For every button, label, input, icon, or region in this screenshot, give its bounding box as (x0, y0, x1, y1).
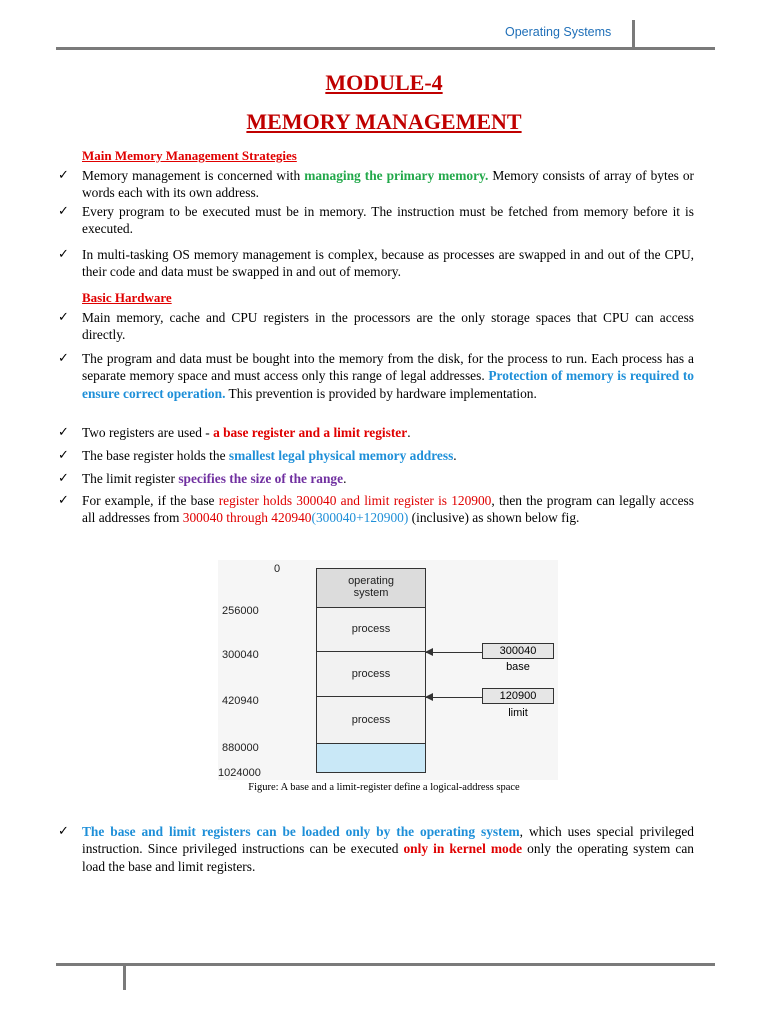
bullet-text: Main memory, cache and CPU registers in the processors are the only storage spaces that CPU can access directly. (82, 310, 694, 343)
address-label: 0 (274, 563, 281, 575)
section-heading-basic-hardware: Basic Hardware (82, 290, 172, 305)
bullet-program-in-memory (58, 203, 694, 238)
bullet-text: The limit register specifies the size of the range. (82, 471, 347, 486)
check-icon: ✓ (58, 168, 69, 183)
process-block-selected: process (316, 651, 426, 697)
base-register-label: base (506, 661, 530, 673)
check-icon: ✓ (58, 425, 69, 440)
address-label: 300040 (222, 649, 259, 661)
bullet-two-registers (58, 424, 694, 441)
bullet-protection (58, 350, 694, 402)
limit-arrow (426, 697, 482, 698)
address-label: 880000 (222, 742, 259, 754)
base-arrow (426, 652, 482, 653)
bullet-storage-spaces (58, 309, 694, 344)
bullet-text: Two registers are used - a base register and a limit register. (82, 425, 411, 440)
bullet-base-register (58, 447, 694, 464)
bullet-text: The base and limit registers can be loaded only by the operating system, which uses special privileged instruction. Since privileged instructions can be executed only in kernel mode only the operating system can load the base and limit registers. (82, 824, 694, 874)
check-icon: ✓ (58, 824, 69, 839)
bullet-limit-register (58, 470, 694, 487)
section-heading-main-memory: Main Memory Management Strategies (82, 148, 297, 163)
address-label: 1024000 (218, 767, 261, 779)
check-icon: ✓ (58, 351, 69, 366)
arrowhead-icon (425, 648, 433, 656)
process-block: process (316, 696, 426, 744)
figure-caption: Figure: A base and a limit-register define a logical-address space (248, 782, 520, 793)
process-block: process (316, 607, 426, 652)
os-block (316, 568, 426, 608)
bullet-example (58, 492, 694, 527)
bullet-registers-loaded (58, 823, 694, 875)
bullet-text: The program and data must be bought into the memory from the disk, for the process to run. Each process has a separate memory space and must access only this range of legal addresses. Protection of memory is required to ensure correct operation. This prevention is provided by hardware implementation. (82, 351, 694, 401)
bullet-multitasking (58, 246, 694, 281)
check-icon: ✓ (58, 448, 69, 463)
check-icon: ✓ (58, 247, 69, 262)
check-icon: ✓ (58, 310, 69, 325)
bullet-text: Every program to be executed must be in memory. The instruction must be fetched from memory before it is executed. (82, 204, 694, 237)
footer-divider (56, 963, 715, 966)
address-label: 420940 (222, 695, 259, 707)
arrowhead-icon (425, 693, 433, 701)
chapter-title: MEMORY MANAGEMENT (246, 109, 522, 134)
footer-divider-vertical (123, 963, 126, 990)
bullet-text: For example, if the base register holds 300040 and limit register is 120900, then the program can legally access all addresses from 300040 through 420940(300040+120900) (inclusive) as shown below fig. (82, 493, 694, 526)
bullet-memory-management (58, 167, 694, 202)
check-icon: ✓ (58, 493, 69, 508)
bullet-text: In multi-tasking OS memory management is complex, because as processes are swapped in and out of the CPU, their code and data must be swapped in and out of memory. (82, 247, 694, 280)
bullet-text: Memory management is concerned with managing the primary memory. Memory consists of array of bytes or words each with its own address. (82, 168, 694, 201)
limit-register-value: 120900 (482, 688, 554, 704)
check-icon: ✓ (58, 204, 69, 219)
header-divider-vertical (632, 20, 635, 49)
free-memory-block (316, 743, 426, 773)
check-icon: ✓ (58, 471, 69, 486)
header-divider (56, 47, 715, 50)
limit-register-label: limit (508, 707, 528, 719)
memory-figure (218, 560, 558, 780)
module-title: MODULE-4 (325, 70, 443, 95)
bullet-text: The base register holds the smallest legal physical memory address. (82, 448, 457, 463)
os-block-label: system (353, 587, 389, 599)
os-block-label: operating (348, 575, 394, 587)
base-register-value: 300040 (482, 643, 554, 659)
header-title: Operating Systems (505, 25, 612, 39)
address-label: 256000 (222, 605, 259, 617)
